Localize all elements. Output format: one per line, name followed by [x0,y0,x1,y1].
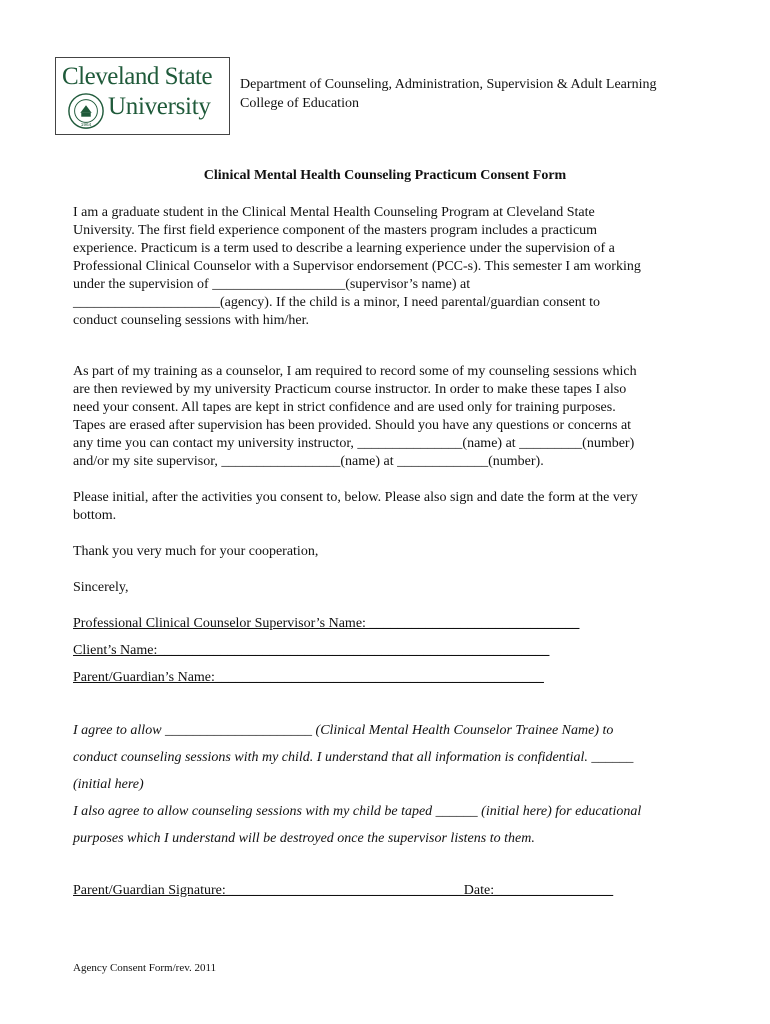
taping-consent-line[interactable]: I also agree to allow counseling sessions with my child be taped ______ (initial here) for educational [73,804,642,819]
seal-year: 1964 [80,123,92,129]
instructions-line: bottom. [73,508,117,523]
agreement-line[interactable]: I agree to allow _____________________ (Clinical Mental Health Counselor Trainee Name) to [73,723,614,738]
training-line: As part of my training as a counselor, I am required to record some of my counseling sessions which [73,364,637,379]
training-line: need your consent. All tapes are kept in strict confidence and are used only for training purposes. [73,400,616,415]
parent-name-field[interactable]: Parent/Guardian’s Name:_______________________________________________ [73,670,544,685]
university-logo [55,57,230,135]
intro-line: under the supervision of ___________________(supervisor’s name) at [73,277,471,292]
training-line: any time you can contact my university instructor, _______________(name) at _________(number) [73,436,635,451]
training-line: are then reviewed by my university Practicum course instructor. In order to make these tapes I also [73,382,627,397]
closing-text: Sincerely, [73,580,129,595]
intro-line: I am a graduate student in the Clinical Mental Health Counseling Program at Cleveland State [73,205,595,220]
client-name-field[interactable]: Client’s Name:________________________________________________________ [73,643,550,658]
signature-date-field[interactable]: Parent/Guardian Signature:__________________________________Date:_________________ [73,883,614,898]
department-name: Department of Counseling, Administration, Supervision & Adult Learning [240,77,657,92]
form-revision-footer: Agency Consent Form/rev. 2011 [73,962,217,974]
intro-line: _____________________(agency). If the child is a minor, I need parental/guardian consent to [73,295,601,310]
department-header [240,75,656,113]
form-title: Clinical Mental Health Counseling Practicum Consent Form [203,168,567,183]
agreement-line[interactable]: conduct counseling sessions with my child. I understand that all information is confidential. ______ [73,750,634,765]
taping-consent-line: purposes which I understand will be destroyed once the supervisor listens to them. [73,831,535,846]
intro-line: University. The first field experience component of the masters program includes a practicum [73,223,598,238]
logo-line1: Cleveland State [62,63,213,90]
intro-line: experience. Practicum is a term used to describe a learning experience under the supervision of a [73,241,615,256]
college-name: College of Education [240,96,359,111]
training-line: Tapes are erased after supervision has been provided. Should you have any questions or concerns at [73,418,632,433]
intro-line: conduct counseling sessions with him/her. [73,313,310,328]
thanks-text: Thank you very much for your cooperation, [73,544,319,559]
supervisor-name-field[interactable]: Professional Clinical Counselor Supervisor’s Name: ______________________________ [73,616,580,631]
instructions-line: Please initial, after the activities you consent to, below. Please also sign and date the form at the very [73,490,638,505]
agreement-line: (initial here) [73,777,144,792]
training-line: and/or my site supervisor, _________________(name) at _____________(number). [73,454,544,469]
university-seal-icon [67,92,105,130]
logo-line2: University [108,93,211,120]
intro-line: Professional Clinical Counselor with a Supervisor endorsement (PCC-s). This semester I am working [73,259,641,274]
